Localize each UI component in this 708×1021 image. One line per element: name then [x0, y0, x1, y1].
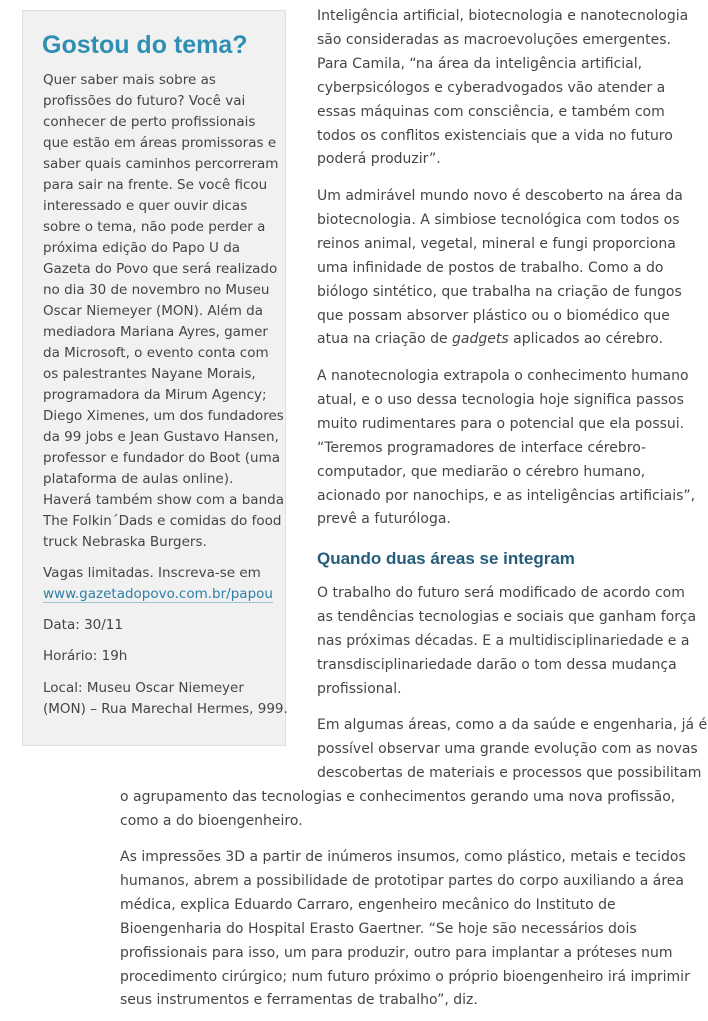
- article-paragraph-4: O trabalho do futuro será modificado de acordo com as tendências tecnologias e sociais que ganham força nas próximas décadas. E a multidisciplinariedade e a transdisciplinariedade darão o tom dessa mudança profissional.: [317, 585, 697, 697]
- sidebar-vagas: Vagas limitadas. Inscreva-se em www.gazetadopovo.com.br/papou: [43, 565, 273, 602]
- sidebar-location: Local: Museu Oscar Niemeyer (MON) – Rua Marechal Hermes, 999.: [43, 680, 288, 717]
- sidebar-intro: Quer saber mais sobre as profissões do futuro? Você vai conhecer de perto profissionais que estão em áreas promissoras e saber quais caminhos percorreram para sair na frente. Se você ficou interessado e quer ouvir dicas sobre o tema, não pode perder a próxima edição do Papo U da Gazeta do Povo que será realizado no dia 30 de novembro no Museu Oscar Niemeyer (MON). Além da mediadora Mariana Ayres, gamer da Microsoft, o evento conta com os palestrantes Nayane Morais, programadora da Mirum Agency; Diego Ximenes, um dos fundadores da 99 jobs e Jean Gustavo Hansen, professor e fundador do Boot (uma plataforma de aulas online). Haverá também show com a banda The Folkin´Dads e comidas do food truck Nebraska Burgers.: [43, 72, 284, 550]
- sidebar-time: Horário: 19h: [43, 648, 128, 664]
- article-paragraph-1: Inteligência artificial, biotecnologia e nanotecnologia são consideradas as macroevoluções emergentes. Para Camila, “na área da inteligência artificial, cyberpsicólogos e cyberadvogados vão atender a essas máquinas com consciência, e também com todos os conflitos existenciais que a vida no futuro poderá produzir”.: [317, 8, 689, 168]
- papou-link[interactable]: www.gazetadopovo.com.br/papou: [43, 586, 273, 602]
- article-paragraph-3: A nanotecnologia extrapola o conhecimento humano atual, e o uso dessa tecnologia hoje significa passos muito rudimentares para o potencial que ela possui. “Teremos programadores de interface cérebro- computador, que mediarão o cérebro humano, acionado por nanochips, e as inteligências artificiais”, prevê a futuróloga.: [317, 368, 696, 528]
- article-paragraph-6: As impressões 3D a partir de inúmeros insumos, como plástico, metais e tecidos humanos, abrem a possibilidade de prototipar partes do corpo auxiliando a área médica, explica Eduardo Carraro, engenheiro mecânico do Instituto de Bioengenharia do Hospital Erasto Gaertner. “Se hoje são necessários dois profissionais para isso, um para produzir, outro para implantar a próteses num procedimento cirúrgico; num futuro próximo o próprio bioengenheiro irá imprimir seus instrumentos e ferramentas de trabalho”, diz.: [120, 849, 690, 1009]
- gadgets-emphasis: gadgets: [452, 331, 509, 348]
- article-subtitle: Quando duas áreas se integram: [317, 549, 575, 568]
- sidebar-title: Gostou do tema?: [42, 31, 248, 59]
- article-paragraph-2: Um admirável mundo novo é descoberto na área da biotecnologia. A simbiose tecnológica com todos os reinos animal, vegetal, mineral e fungi proporciona uma infinidade de postos de trabalho. Como a do biólogo sintético, que trabalha na criação de fungos que possam absorver plástico ou o biomédico que atua na criação de gadgets aplicados ao cérebro.: [317, 188, 683, 348]
- article-paragraph-5: Em algumas áreas, como a da saúde e engenharia, já é possível observar uma grande evolução com as novas descobertas de materiais e processos que possibilitam: [317, 717, 708, 781]
- sidebar-date: Data: 30/11: [43, 617, 123, 633]
- article-paragraph-5-cont: o agrupamento das tecnologias e conhecimentos gerando uma nova profissão, como a do bioengenheiro.: [120, 789, 676, 829]
